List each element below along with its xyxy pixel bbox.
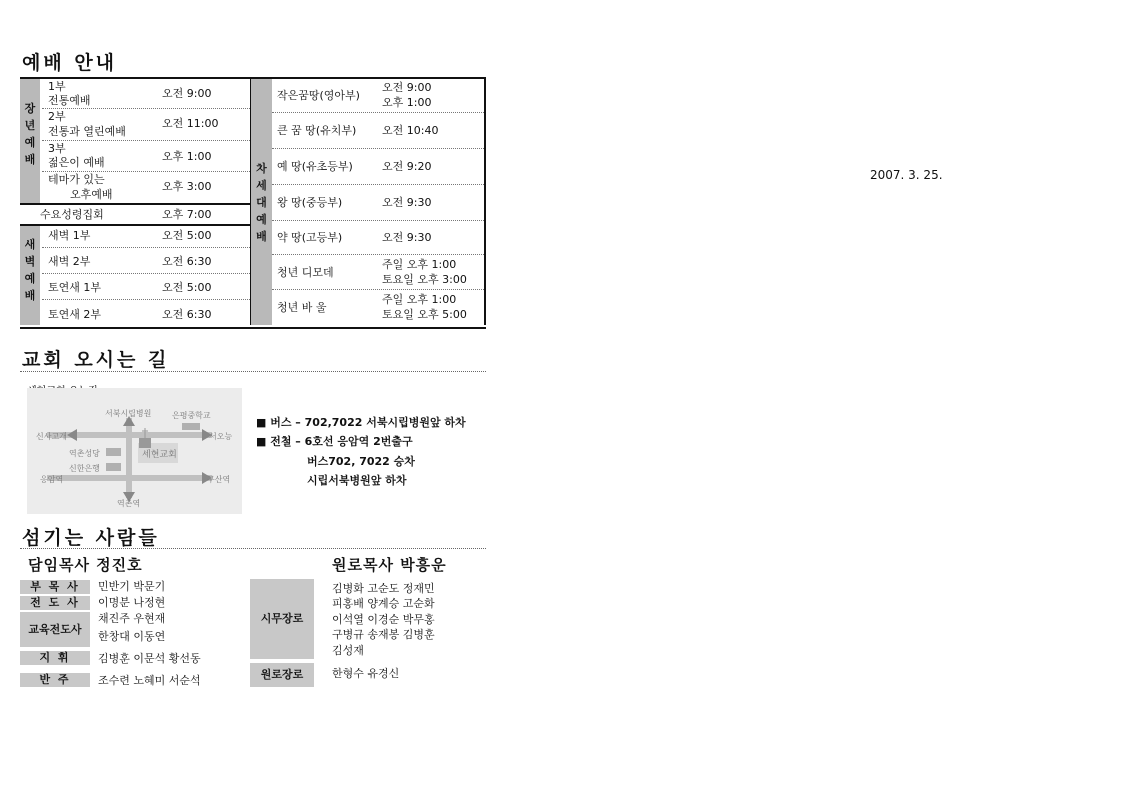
worship-section-title: 예배 안내 xyxy=(22,52,118,74)
elders-row: 김병화 고순도 정재민 xyxy=(332,582,435,595)
staff-section-title: 섬기는 사람들 xyxy=(22,527,160,549)
elders-row: 구병규 송재봉 김병훈 xyxy=(332,628,435,641)
list-item: 2부 전통과 열린예배 오전 11:00 xyxy=(42,109,250,141)
nextgen-worship-rows xyxy=(272,79,486,325)
elders-label: 시무장로 xyxy=(250,579,314,659)
map-label-bank: 신한은행 xyxy=(69,464,100,473)
emeritus-pastor: 원로목사 박흥운 xyxy=(332,556,447,574)
map-label-south: 역촌역 xyxy=(117,499,141,508)
list-item: 예 땅(유초등부) 오전 9:20 xyxy=(272,149,484,185)
retired-elders-label: 원로장로 xyxy=(250,663,314,687)
list-item: 약 땅(고등부) 오전 9:30 xyxy=(272,221,484,255)
list-item: 왕 땅(중등부) 오전 9:30 xyxy=(272,185,484,221)
directions-bus: ■ 버스 – 702,7022 서북시립병원앞 하차 xyxy=(256,416,466,429)
map-label-se: 구산역 xyxy=(207,475,231,484)
list-item: 테마가 있는 오후예배 오후 3:00 xyxy=(48,173,212,201)
staff-names-conductor: 김병훈 이문석 황선동 xyxy=(98,652,201,665)
map-label-east: 서오능 xyxy=(209,432,233,441)
directions-subway: ■ 전철 – 6호선 응암역 2번출구 xyxy=(256,435,413,448)
directions-subway-bus: 버스702, 7022 승차 xyxy=(307,455,415,468)
staff-label-conductor: 지 휘 xyxy=(20,651,90,665)
staff-names-evangelist: 이명분 나정현 xyxy=(98,596,166,609)
adult-worship-rows xyxy=(42,79,250,203)
list-item: 새벽 1부 오전 5:00 xyxy=(42,224,250,248)
adult-worship-label: 장년예배 xyxy=(24,102,36,166)
list-item: 청년 디모데 주일 오후 1:00 토요일 오후 3:00 xyxy=(272,255,484,290)
list-item: 토연새 2부 오전 6:30 xyxy=(48,308,212,321)
wednesday-row: 수요성령집회 오후 7:00 xyxy=(20,203,250,226)
list-item: 청년 바 울 주일 오후 1:00 토요일 오후 5:00 xyxy=(277,293,467,321)
nextgen-worship-label: 차세대예배 xyxy=(256,162,267,243)
staff-label-associate: 부 목 사 xyxy=(20,580,90,594)
map-label-north: 서북시립병원 xyxy=(105,409,152,418)
staff-names-associate: 민반기 박문기 xyxy=(98,580,166,593)
elders-row: 이석열 이경순 박무홍 xyxy=(332,613,435,626)
staff-label-education: 교육전도사 xyxy=(20,612,90,647)
staff-label-accompanist: 반 주 xyxy=(20,673,90,687)
map-label-cathedral: 역촌성당 xyxy=(69,449,100,458)
elders-row: 피홍배 양계승 고순화 xyxy=(332,597,435,610)
dawn-worship-label: 새벽예배 xyxy=(24,238,36,302)
retired-elders-names: 한형수 유경신 xyxy=(332,667,400,680)
map-label-church: 세현교회 xyxy=(142,450,177,460)
section-divider xyxy=(20,548,486,549)
elders-row: 김성재 xyxy=(332,644,364,657)
list-item: 1부 전통예배 오전 9:00 xyxy=(42,79,250,109)
list-item: 새벽 2부 오전 6:30 xyxy=(42,248,250,274)
directions-map xyxy=(27,388,242,514)
directions-section-title: 교회 오시는 길 xyxy=(22,349,170,371)
staff-names-accompanist: 조수련 노혜미 서순석 xyxy=(98,674,201,687)
bulletin-date: 2007. 3. 25. xyxy=(870,168,943,182)
staff-label-evangelist: 전 도 사 xyxy=(20,596,90,610)
directions-subway-stop: 시립서북병원앞 하차 xyxy=(307,474,407,487)
map-label-west: 신사고개 xyxy=(36,432,67,441)
list-item: 큰 꿈 땅(유치부) 오전 10:40 xyxy=(272,113,484,149)
staff-names-education: 채진주 우현재 xyxy=(98,612,166,625)
senior-pastor: 담임목사 정진호 xyxy=(28,556,143,574)
list-item: 작은꿈땅(영아부) 오전 9:00 오후 1:00 xyxy=(272,79,484,113)
section-divider xyxy=(20,371,486,372)
list-item: 토연새 1부 오전 5:00 xyxy=(42,274,250,300)
map-label-sw: 응암역 xyxy=(40,475,64,484)
map-graphic xyxy=(27,388,242,514)
map-label-school: 은평중학교 xyxy=(172,411,211,420)
dawn-worship-rows xyxy=(42,224,250,325)
staff-names-education-2: 한창대 이동연 xyxy=(98,630,166,643)
list-item: 3부 젊은이 예배 오후 1:00 xyxy=(42,141,250,172)
